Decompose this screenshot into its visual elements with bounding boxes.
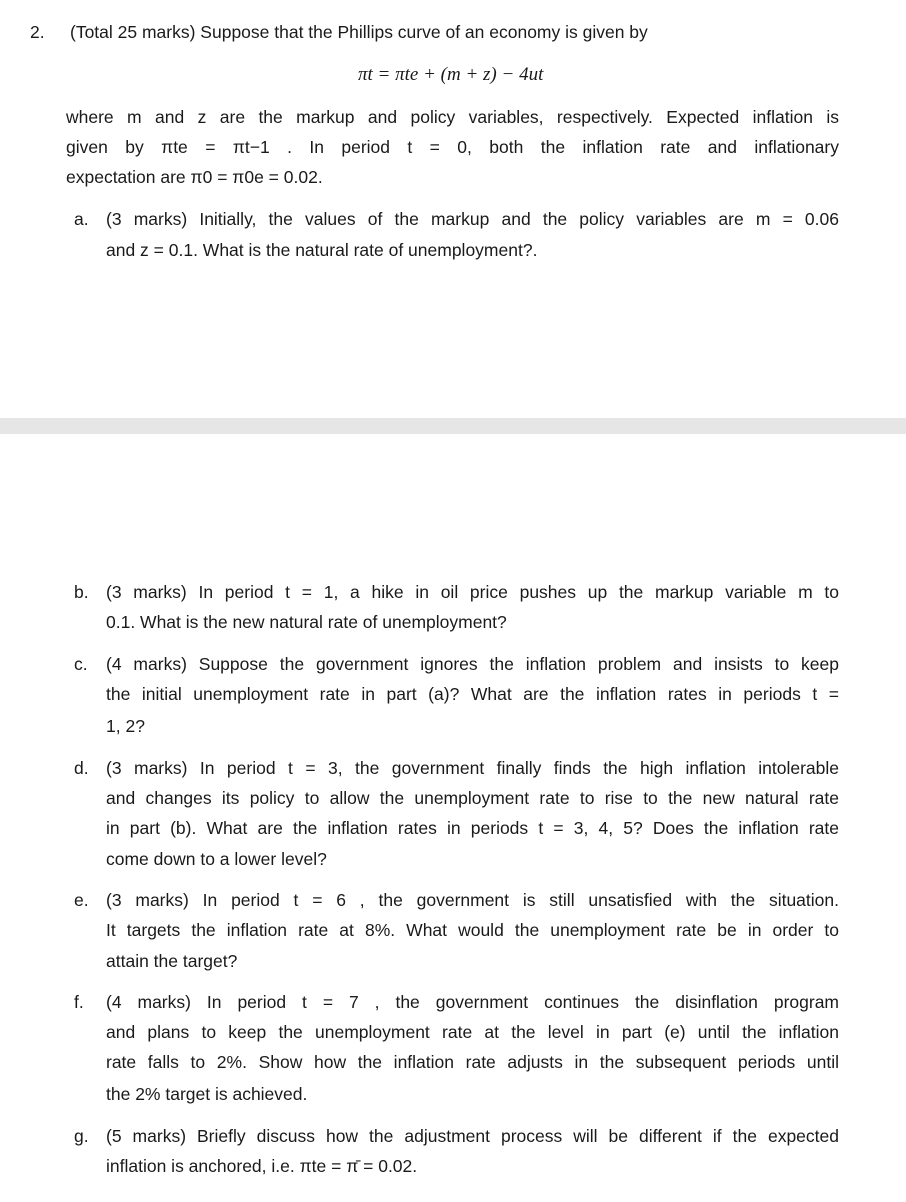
- part-e-label: e.: [74, 890, 89, 910]
- part-f-line-3: rate falls to 2%. Show how the inflation rate adjusts in the subsequent periods until: [106, 1052, 839, 1072]
- part-d-line-1: (3 marks) In period t = 3, the government finally finds the high inflation intolerable: [106, 758, 839, 778]
- part-a-line-2: and z = 0.1. What is the natural rate of unemployment?.: [106, 240, 538, 260]
- page-separator-band: [0, 418, 906, 434]
- where-line-2: given by πte = πt−1 . In period t = 0, both the inflation rate and inflationary: [66, 137, 839, 157]
- part-g-line-1: (5 marks) Briefly discuss how the adjustment process will be different if the expected: [106, 1126, 839, 1146]
- part-e-line-1: (3 marks) In period t = 6 , the government is still unsatisfied with the situation.: [106, 890, 839, 910]
- part-f-line-2: and plans to keep the unemployment rate at the level in part (e) until the inflation: [106, 1022, 839, 1042]
- part-a-label: a.: [74, 209, 89, 229]
- part-c-line-1: (4 marks) Suppose the government ignores the inflation problem and insists to keep: [106, 654, 839, 674]
- part-g-line-2: inflation is anchored, i.e. πte = π̄ = 0.02.: [106, 1156, 418, 1176]
- part-f-label: f.: [74, 992, 84, 1012]
- part-g-label: g.: [74, 1126, 89, 1146]
- part-d-line-4: come down to a lower level?: [106, 849, 327, 869]
- part-c-line-2: the initial unemployment rate in part (a)? What are the inflation rates in periods t =: [106, 684, 839, 704]
- where-line-1: where m and z are the markup and policy variables, respectively. Expected inflation is: [66, 107, 839, 127]
- part-e-line-2: It targets the inflation rate at 8%. What would the unemployment rate be in order to: [106, 920, 839, 940]
- part-c-line-3: 1, 2?: [106, 716, 145, 736]
- part-b-label: b.: [74, 582, 89, 602]
- where-line-3: expectation are π0 = π0e = 0.02.: [66, 167, 323, 187]
- part-f-line-4: the 2% target is achieved.: [106, 1084, 308, 1104]
- part-d-label: d.: [74, 758, 89, 778]
- part-d-line-2: and changes its policy to allow the unemployment rate to rise to the new natural rate: [106, 788, 839, 808]
- part-a-line-1: (3 marks) Initially, the values of the markup and the policy variables are m = 0.06: [106, 209, 839, 229]
- question-intro: (Total 25 marks) Suppose that the Phillips curve of an economy is given by: [70, 22, 648, 42]
- part-d-line-3: in part (b). What are the inflation rates in periods t = 3, 4, 5? Does the inflation rate: [106, 818, 839, 838]
- part-b-line-1: (3 marks) In period t = 1, a hike in oil price pushes up the markup variable m to: [106, 582, 839, 602]
- part-e-line-3: attain the target?: [106, 951, 238, 971]
- part-c-label: c.: [74, 654, 88, 674]
- phillips-curve-equation: πt = πte + (m + z) − 4ut: [358, 64, 544, 85]
- question-number: 2.: [30, 22, 45, 42]
- part-b-line-2: 0.1. What is the new natural rate of unemployment?: [106, 612, 507, 632]
- part-f-line-1: (4 marks) In period t = 7 , the government continues the disinflation program: [106, 992, 839, 1012]
